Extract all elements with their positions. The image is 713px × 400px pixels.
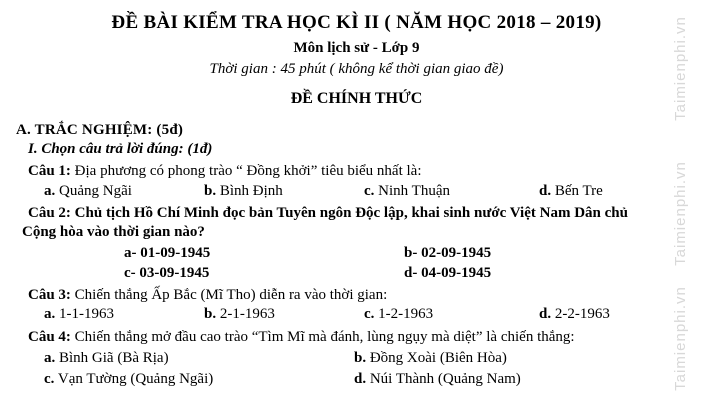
option-4d-key: d. — [354, 371, 367, 388]
option-4a-key: a. — [44, 349, 56, 366]
option-4c[interactable] — [44, 369, 354, 391]
question-4-text: Chiến thắng mở đầu cao trào “Tìm Mĩ mà đánh, lùng ngụy mà diệt” là chiến thắng: — [74, 328, 575, 345]
watermark-3: Taimienphi.vn — [672, 286, 690, 391]
question-1 — [28, 162, 699, 181]
option-4b[interactable] — [354, 348, 507, 370]
subject-line: Môn lịch sử - Lớp 9 — [293, 40, 420, 56]
option-1a-key: a. — [44, 182, 56, 199]
option-1d-key: d. — [539, 182, 552, 199]
option-1c-key: c. — [364, 182, 375, 199]
option-2a[interactable] — [124, 243, 404, 263]
question-2-text: Chủ tịch Hồ Chí Minh đọc bản Tuyên ngôn Độc lập, khai sinh nước Việt Nam Dân chủ — [74, 205, 628, 222]
option-2a-key: a- — [124, 245, 137, 261]
option-4d[interactable] — [354, 369, 521, 391]
option-2b[interactable] — [404, 243, 491, 263]
option-3b-text: 2-1-1963 — [219, 306, 275, 323]
option-2d-text: 04-09-1945 — [421, 265, 492, 282]
option-1b-text: Bình Định — [219, 182, 283, 199]
option-1c[interactable] — [364, 182, 539, 202]
question-1-options — [44, 182, 699, 202]
question-2 — [28, 204, 699, 223]
option-1b[interactable] — [204, 182, 364, 202]
question-1-label: Câu 1: — [28, 163, 71, 179]
question-2-label: Câu 2: — [28, 205, 71, 222]
option-1d[interactable] — [539, 182, 679, 202]
option-2c-text: 03-09-1945 — [139, 265, 210, 282]
question-4 — [28, 328, 699, 347]
option-2d-key: d- — [404, 265, 418, 282]
option-3d-text: 2-2-1963 — [554, 306, 610, 323]
watermark-2: Taimienphi.vn — [672, 161, 690, 266]
duration-line: Thời gian : 45 phút ( không kể thời gian giao đề) — [209, 61, 504, 77]
option-3a[interactable] — [44, 305, 204, 325]
option-2c-key: c- — [124, 265, 136, 282]
option-1a[interactable] — [44, 182, 204, 202]
option-2b-text: 02-09-1945 — [421, 245, 492, 261]
question-4-label: Câu 4: — [28, 328, 71, 345]
option-3d[interactable] — [539, 305, 679, 325]
option-1a-text: Quảng Ngãi — [59, 182, 132, 199]
option-4a[interactable] — [44, 348, 354, 370]
section-part-a: A. TRẮC NGHIỆM: (5đ) — [16, 122, 184, 138]
section-instruction: I. Chọn câu trả lời đúng: (1đ) — [28, 141, 213, 157]
option-2b-key: b- — [404, 245, 418, 261]
question-1-text: Địa phương có phong trào “ Đồng khởi” tiêu biểu nhất là: — [74, 163, 422, 179]
option-3a-text: 1-1-1963 — [59, 306, 114, 323]
option-2c[interactable] — [124, 263, 404, 283]
question-2-continuation: Cộng hòa vào thời gian nào? — [22, 224, 205, 240]
question-3-label: Câu 3: — [28, 286, 71, 303]
option-3c[interactable] — [364, 305, 539, 325]
option-3b-key: b. — [204, 306, 217, 323]
watermark-1: Taimienphi.vn — [672, 16, 690, 121]
question-3-text: Chiến thắng Ấp Bắc (Mĩ Tho) diễn ra vào thời gian: — [74, 286, 388, 303]
option-1b-key: b. — [204, 182, 217, 199]
option-4b-key: b. — [354, 349, 367, 366]
question-4-options — [44, 348, 699, 392]
option-4c-key: c. — [44, 371, 55, 388]
option-4d-text: Núi Thành (Quảng Nam) — [369, 371, 521, 388]
option-3a-key: a. — [44, 306, 56, 323]
option-3c-text: 1-2-1963 — [378, 306, 434, 323]
question-3 — [28, 286, 699, 305]
option-4b-text: Đồng Xoài (Biên Hòa) — [369, 349, 507, 366]
option-3b[interactable] — [204, 305, 364, 325]
question-2-options — [124, 243, 699, 284]
option-1d-text: Bến Tre — [554, 182, 603, 199]
option-4a-text: Bình Giã (Bà Rịa) — [59, 349, 169, 366]
option-4c-text: Vạn Tường (Quảng Ngãi) — [57, 371, 214, 388]
question-3-options — [44, 305, 699, 325]
option-2a-text: 01-09-1945 — [140, 245, 211, 261]
option-3c-key: c. — [364, 306, 375, 323]
option-3d-key: d. — [539, 306, 552, 323]
official-label: ĐỀ CHÍNH THỨC — [290, 90, 423, 107]
option-1c-text: Ninh Thuận — [378, 182, 450, 199]
option-2d[interactable] — [404, 263, 491, 283]
page-title: ĐỀ BÀI KIỂM TRA HỌC KÌ II ( NĂM HỌC 2018 – 2019) — [111, 12, 602, 33]
